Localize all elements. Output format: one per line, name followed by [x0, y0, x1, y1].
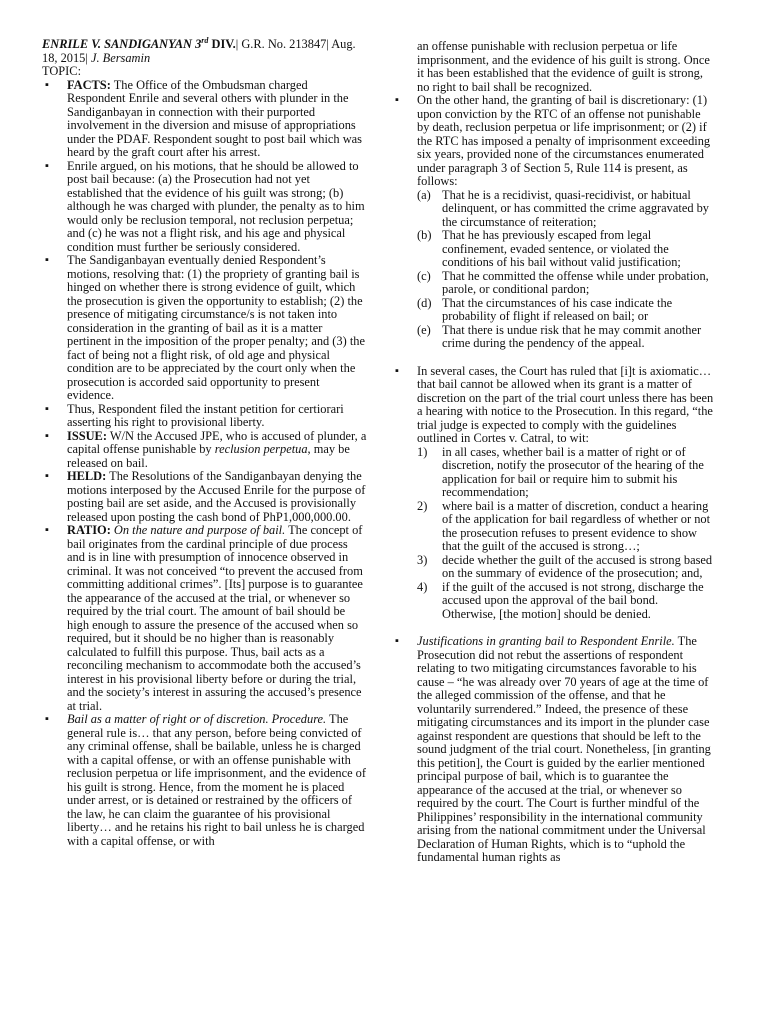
list-text: That he committed the offense while under probation, parole, or conditional pardon; — [442, 268, 709, 296]
list-text: That he has previously escaped from legal confinement, evaded sentence, or violated the conditions of his bail without valid justification; — [442, 228, 681, 269]
list-marker: (b) — [417, 228, 432, 242]
held-item — [42, 470, 367, 524]
list-text: decide whether the guilt of the accused is strong based on the summary of evidence of the prosecution; and, — [442, 552, 713, 580]
circumstance-item — [417, 229, 714, 270]
sandiganbayan-denied-item: ▪ The Sandiganbayan eventually denied Respondent’s motions, resolving that: (1) the propriety of granting bail is hinged on whether there is strong evidence of guilt, which the prosecution is given the opportunity to establish; (2) the presence of mitigating circumstance/s is not taken into consideration in the granting of bail as it is a matter pertinent in the imposition of the proper penalty; and (3) the fact of being not a flight risk, of old age and physical condition are to be appreciated by the court only when the prosecution is accorded said opportunity to present evidence. — [42, 254, 367, 403]
list-marker: (c) — [417, 268, 431, 283]
justification-item — [392, 635, 714, 865]
list-marker: 1) — [417, 444, 428, 459]
list-marker: (a) — [417, 187, 431, 202]
list-marker: (e) — [417, 322, 431, 337]
continuation-item: an offense punishable with reclusion perpetua or life imprisonment, and the evidence of his guilt is strong. Once it has been established that the evidence of guilt is strong, no right to bail shall be recognized. — [417, 39, 710, 94]
issue-text: W/N the Accused JPE, who is accused of plunder, a capital offense punishable by — [67, 428, 367, 456]
held-text: The Resolutions of the Sandiganbayan denying the motions interposed by the Accused Enrile for the purpose of posting bail are set aside, and the Accused is provisionally released upon posting the cash bond of PhP1,000,000.00. — [67, 469, 366, 524]
bail-right-italic: Bail as a matter of right or of discretion. Procedure. — [67, 712, 327, 726]
gr-line: | G.R. No. 213847| Aug. 18, 2015| — [42, 37, 356, 65]
discretionary-item — [392, 94, 714, 351]
petition-item: ▪ Thus, Respondent filed the instant petition for certiorari asserting his right to provisional liberty. — [42, 403, 367, 430]
ratio-text: The concept of bail originates from the cardinal principle of due process and is in line with presumption of innocence observed in criminal. It was not conceived “to prevent the accused from committing additional crimes”. [Its] purpose is to guarantee the appearance of the accused at the trial, or whenever so required by the trial court. The amount of bail should be high enough to assure the presence of the accused when so required, but it should be no higher than is reasonably calculated to fulfill this purpose. Thus, bail acts as a reconciling mechanism to accommodate both the accused’s interest in his provisional liberty before or during the trial, and the society’s interest in assuring the accused’s presence at trial. — [67, 523, 363, 713]
right-bullets-2 — [392, 365, 714, 622]
facts-item — [42, 79, 367, 160]
discretionary-text: On the other hand, the granting of bail is discretionary: (1) upon conviction by the RTC of an offense not punishable by death, reclusion perpetua or life imprisonment; or (2) if the RTC has imposed a penalty of imprisonment exceeding six years, provided none of the circumstances enumerated under paragraph 3 of Section 5, Rule 114 is present, as follows: — [417, 93, 711, 188]
justification-italic: Justifications in granting bail to Respondent Enrile. — [417, 634, 675, 648]
issue-italic: reclusion perpetua — [214, 442, 308, 456]
bail-right-item — [42, 713, 367, 848]
guideline-item — [417, 554, 714, 581]
several-cases-text: In several cases, the Court has ruled that [i]t is axiomatic… that bail cannot be allowed when its grant is a matter of discretion on the part of the trial court unless there has been a hearing with notice to the Prosecution. In this regard, “the trial judge is expected to comply with the guidelines outlined in Cortes v. Catral, to wit: — [417, 363, 714, 445]
list-marker: 3) — [417, 552, 428, 567]
right-column — [392, 40, 714, 865]
topic-label: TOPIC: — [42, 64, 82, 78]
case-title-text: ENRILE V. SANDIGANYAN 3 — [42, 37, 202, 51]
facts-text: The Office of the Ombudsman charged Respondent Enrile and several others with plunder in the Sandiganbayan in connection with their purported involvement in the diversion and misuse of appropriations under the PDAF. Respondent sought to post bail which was heard by the graft court after his arrest. — [67, 77, 362, 159]
circumstance-item — [417, 297, 714, 324]
list-text: That the circumstances of his case indicate the probability of flight if released on bail; or — [442, 295, 673, 323]
guideline-item — [417, 581, 714, 622]
list-text: That he is a recidivist, quasi-recidivist, or habitual delinquent, or has committed the crime aggravated by the circumstance of reiteration; — [442, 187, 709, 229]
left-bullets — [42, 79, 367, 849]
case-title-sup: rd — [201, 35, 209, 45]
right-bullets — [392, 40, 714, 351]
left-column — [42, 35, 367, 848]
case-header — [42, 35, 367, 65]
circumstances-list — [417, 189, 714, 351]
justice: J. Bersamin — [90, 50, 151, 65]
held-label: HELD: — [67, 469, 107, 483]
list-text: if the guilt of the accused is not strong, discharge the accused upon the approval of the bail bond. Otherwise, [the motion] should be denied. — [442, 579, 704, 621]
case-title — [42, 37, 208, 51]
spacer — [392, 351, 714, 365]
list-marker: 2) — [417, 498, 428, 513]
ratio-italic: On the nature and purpose of bail. — [110, 523, 286, 537]
circumstance-item — [417, 270, 714, 297]
enrile-argued-item: ▪ Enrile argued, on his motions, that he should be allowed to post bail because: (a) the Prosecution had not yet established that the evidence of his guilt was strong; (b) although he was charged with plunder, the penalty as to him would only be reclusion temporal, not reclusion perpetua; and (c) he was not a flight risk, and his age and physical condition must further be seriously considered. — [42, 160, 367, 255]
issue-item — [42, 430, 367, 471]
guideline-item — [417, 446, 714, 500]
guidelines-list — [417, 446, 714, 622]
justification-text: The Prosecution did not rebut the assertions of respondent relating to two mitigating circumstances favorable to his cause – “he was already over 70 years of age at the time of the alleged commission of the offense, and that he voluntarily surrendered.” Indeed, the presence of these mitigating circumstances and its import in the plunder case against respondent are questions that should be left to the sound judgment of the trial court. Nonetheless, [in granting this petition], the Court is guided by the earlier mentioned principal purpose of bail, which is to guarantee the appearance of the accused at the trial, or whenever so required by the court. The Court is further mindful of the Philippines’ responsibility in the international community arising from the national commitment under the Universal Declaration of Human Rights, which is to “uphold the fundamental human rights as — [417, 634, 711, 864]
spacer — [392, 621, 714, 635]
several-cases-item — [392, 365, 714, 622]
division: DIV. — [208, 37, 236, 51]
list-text: That there is undue risk that he may commit another crime during the pendency of the appeal. — [442, 322, 702, 350]
list-marker: 4) — [417, 579, 428, 594]
list-marker: (d) — [417, 295, 432, 310]
guideline-item — [417, 500, 714, 554]
facts-label: FACTS: — [67, 77, 111, 92]
circumstance-item — [417, 189, 714, 230]
bail-right-text: The general rule is… that any person, before being convicted of any criminal offense, shall be bailable, unless he is charged with a capital offense, or with an offense punishable with reclusion perpetua or life imprisonment, and the evidence of his guilt is strong. Hence, from the moment he is placed under arrest, or is detained or restrained by the officers of the law, he can claim the guarantee of his provisional liberty… and he retains his right to bail unless he is charged with a capital offense, or with — [67, 712, 366, 848]
issue-end: , may be released on bail. — [67, 442, 350, 470]
right-bullets-3 — [392, 635, 714, 865]
circumstance-item — [417, 324, 714, 351]
list-text: in all cases, whether bail is a matter of right or of discretion, notify the prosecutor of the hearing of the application for bail or require him to submit his recommendation; — [442, 444, 704, 499]
issue-label: ISSUE: — [67, 428, 107, 443]
list-text: where bail is a matter of discretion, conduct a hearing of the application for bail regardless of whether or not the prosecution refuses to present evidence to show that the guilt of the accused is strong…; — [442, 498, 711, 553]
ratio-label: RATIO: — [67, 523, 111, 537]
ratio-item — [42, 524, 367, 713]
